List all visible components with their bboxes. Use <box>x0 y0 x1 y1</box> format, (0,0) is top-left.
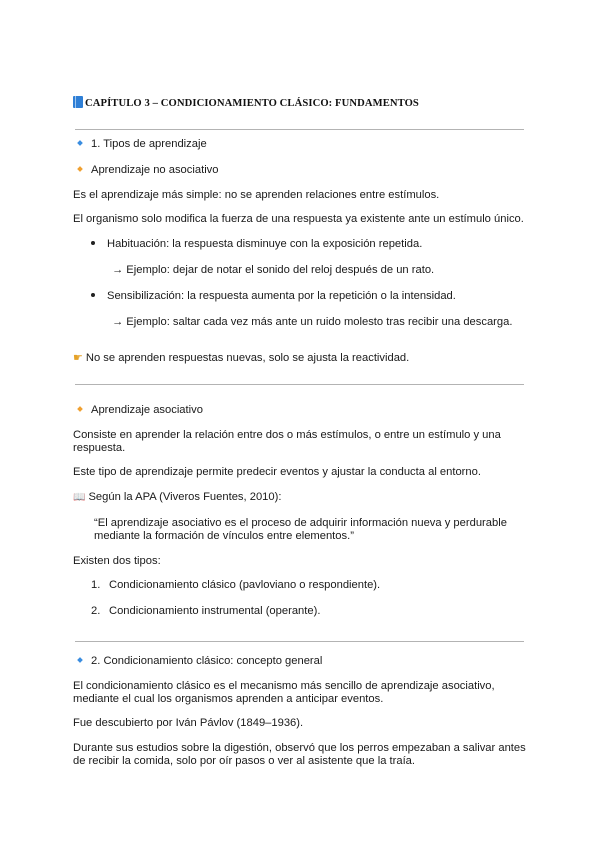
paragraph: de recibir la comida, solo por oír pasos o ver al asistente que la traía. <box>73 755 416 767</box>
bullet-icon <box>91 293 95 297</box>
pointing-hand-icon: ☛ <box>73 352 83 364</box>
paragraph: respuesta. <box>73 442 126 454</box>
subheading-nonassoc: Aprendizaje no asociativo <box>73 163 219 177</box>
section-heading-2: 2. Condicionamiento clásico: concepto general <box>73 654 322 668</box>
orange-diamond-icon <box>77 406 83 412</box>
paragraph: Existen dos tipos: <box>73 555 161 567</box>
numbered-item: 2. Condicionamiento instrumental (operante). <box>91 605 321 617</box>
quote: “El aprendizaje asociativo es el proceso de adquirir información nueva y perdurable <box>94 517 507 529</box>
quote: mediante la formación de vínculos entre elementos.” <box>94 530 354 542</box>
bullet-item: Habituación: la respuesta disminuye con la exposición repetida. <box>91 237 422 251</box>
paragraph: El condicionamiento clásico es el mecanismo más sencillo de aprendizaje asociativo, <box>73 680 495 692</box>
paragraph: Durante sus estudios sobre la digestión, observó que los perros empezaban a salivar antes <box>73 742 526 754</box>
paragraph: Es el aprendizaje más simple: no se aprenden relaciones entre estímulos. <box>73 189 440 201</box>
paragraph: El organismo solo modifica la fuerza de una respuesta ya existente ante un estímulo único. <box>73 213 524 225</box>
example-line: → Ejemplo: saltar cada vez más ante un ruido molesto tras recibir una descarga. <box>112 316 513 328</box>
blue-diamond-icon <box>77 657 83 663</box>
divider <box>75 129 524 130</box>
book-icon <box>73 96 83 108</box>
bullet-icon <box>91 241 95 245</box>
paragraph: mediante el cual los organismos aprenden a anticipar eventos. <box>73 693 384 705</box>
divider <box>75 384 524 385</box>
page-title: CAPÍTULO 3 – CONDICIONAMIENTO CLÁSICO: FUNDAMENTOS <box>73 96 419 111</box>
subheading-assoc: Aprendizaje asociativo <box>73 403 203 417</box>
paragraph: Fue descubierto por Iván Pávlov (1849–1936). <box>73 717 304 729</box>
bullet-item: Sensibilización: la respuesta aumenta por la repetición o la intensidad. <box>91 289 456 303</box>
divider <box>75 641 524 642</box>
paragraph: Consiste en aprender la relación entre dos o más estímulos, o entre un estímulo y una <box>73 429 501 441</box>
example-line: → Ejemplo: dejar de notar el sonido del reloj después de un rato. <box>112 264 435 276</box>
numbered-item: 1. Condicionamiento clásico (pavloviano o respondiente). <box>91 579 381 591</box>
section-heading-1: 1. Tipos de aprendizaje <box>73 137 207 151</box>
note: ☛ No se aprenden respuestas nuevas, solo se ajusta la reactividad. <box>73 352 410 364</box>
apa-citation: 📖 Según la APA (Viveros Fuentes, 2010): <box>73 491 282 503</box>
paragraph: Este tipo de aprendizaje permite predecir eventos y ajustar la conducta al entorno. <box>73 466 481 478</box>
blue-diamond-icon <box>77 140 83 146</box>
open-book-icon: 📖 <box>73 492 86 503</box>
orange-diamond-icon <box>77 166 83 172</box>
